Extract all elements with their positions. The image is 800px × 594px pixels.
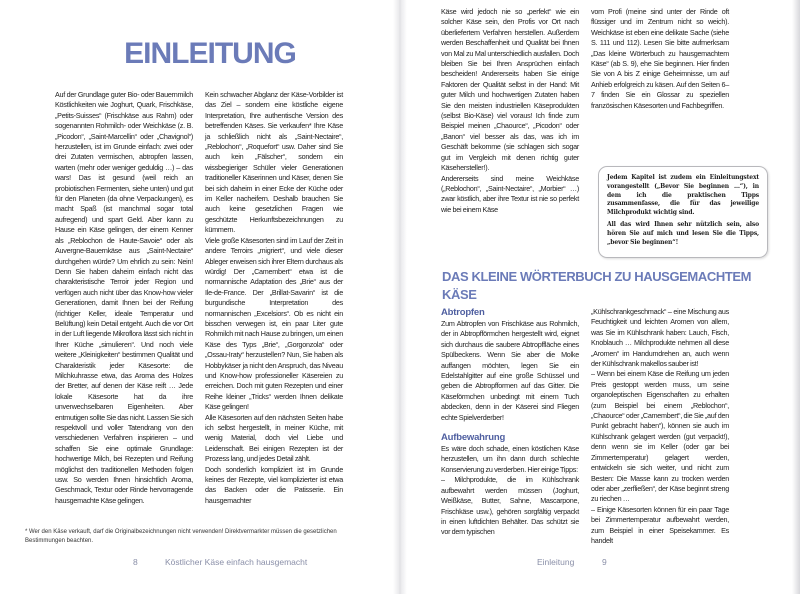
body-paragraph: „Kühlschrankgeschmack“ – eine Mischung aus Feuchtigkeit und leichten Aromen von allem, was Sie im Kühlschrank haben: Lauch, Fisch, Knoblauch … Milchprodukte nehmen all diese „Aromen“ im Handumdrehen an, auch wenn der Kühlschrank makellos sauber ist! bbox=[591, 307, 729, 369]
glossary-term-aufbewahrung: Aufbewahrung bbox=[441, 432, 506, 444]
tip-callout-box bbox=[598, 166, 768, 258]
body-paragraph: – Einige Käsesorten können für ein paar Tage bei Zimmertemperatur aufbewahrt werden, zum Beispiel in einer Speisekammer. Es handelt bbox=[591, 504, 729, 545]
page-number-right: 9 bbox=[602, 557, 607, 567]
callout-paragraph: Jedem Kapitel ist zudem ein Einleitungstext vorangestellt („Bevor Sie beginnen …“), in dem ich die praktischen Tipps zusammenfasse, die für das jeweilige Milchprodukt wichtig sind. bbox=[607, 174, 759, 217]
body-paragraph: – Milchprodukte, die im Kühlschrank aufbewahrt werden müssen (Joghurt, Weißkäse, Butter, Sahne, Mascarpone, Frischkäse usw.), gehören sorgfältig verpackt in einen luftdichten Behälter. Das schützt sie vor dem typischen bbox=[441, 475, 579, 537]
book-spine-shadow bbox=[393, 0, 407, 594]
body-paragraph: vom Profi (meine sind unter der Rinde oft flüssiger und im Zentrum nicht so weich). Weichkäse ist eben eine delikate Sache (siehe S. 111 und 112). Lesen Sie bitte aufmerksam „Das kleine Wörterbuch zu hausgemachtem Käse“ (ab S. 9), ehe Sie beginnen. Hier finden Sie von A bis Z einige Geheimnisse, um auf Anhieb erfolgreich zu käsen. Auf den Seiten 6–7 finden Sie ein Glossar zu speziellen französischen Käsesorten und Fachbegriffen. bbox=[591, 7, 729, 110]
page-number-left: 8 bbox=[133, 557, 138, 567]
body-paragraph: Es wäre doch schade, einen köstlichen Käse herzustellen, um ihn dann durch schlechte Konservierung zu verderben. Hier einige Tipps: bbox=[441, 444, 579, 474]
body-paragraph: Zum Abtropfen von Frischkäse aus Rohmilch, der in Abtropfförmchen hergestellt wird, eignet sich durchaus die saubere Abtropffläche eines Spülbeckens. Wenn Sie aber die Molke auffangen möchten, legen Sie ein Edelstahlgitter auf eine große Schüssel und geben die Abtropfformen auf das Gitter. Die Käseförmchen unbedingt mit einem Tuch abdecken, denn in der Käserei sind Fliegen echte Spielverderber! bbox=[441, 319, 579, 422]
body-paragraph: Auf der Grundlage guter Bio- oder Bauernmilch Köstlichkeiten wie Joghurt, Quark, Frischkäse, „Petits-Suisses“ (Frischkäse aus Rahm) oder sogenannten Rohmilch- oder Weichkäse (z. B. „Picodon“, „Saint-Marcellin“ oder „Chavignol“) herzustellen, ist im Grunde einfach: zwei oder drei Zutaten vermischen, abtropfen lassen, warten (mehr oder weniger geduldig …) – das wars! Das ist gesund (weil reich an probiotischen Fermenten, siehe unten) und gut für den Planeten (da ohne Verpackungen), es macht Spaß (ist manchmal sogar total aufregend) und spart Geld. Aber kann zu Hause ein Käse gelingen, der einem Kenner als „Reblochon de Haute-Savoie“ oder als Auvergne-Bauernkäse aus „Saint-Nectaire“ durchgehen würde? Um ehrlich zu sein: Nein! Denn Sie haben daheim einfach nicht das charakteristische Terroir jeder Region und verfügen auch nicht über das Know-how vieler Generationen, damit Ihnen bei der Reifung (richtiger Keller, ideale Temperatur und Belüftung) kein Detail entgeht. Auch die vor Ort in der Luft liegende Mikroflora lässt sich nicht in Ihrer Küche „simulieren“. Und noch viele weitere „Kleinigkeiten“ bestimmen Qualität und Charakteristik jeder Käsesorte: die Milchkuhrasse etwa, das Aroma des Holzes der Bretter, auf denen der Käse reift … Jede lokale Käsesorte hat da ihre unverwechselbaren Eigenheiten. Aber entmutigen sollte Sie das nicht. Lassen Sie sich respektvoll und voller Tatendrang von den verschiedenen Verfahren inspirieren – und schaffen Sie eine optimale Grundlage: hochwertige Milch, bei Rezepten und Reifung möglichst den traditionellen Methoden folgen usw. So werden Ihnen hinsichtlich Aroma, Geschmack, Textur oder Rinde hervorragende hausgemachte Käse gelingen. bbox=[55, 90, 193, 505]
body-paragraph: – Wenn bei einem Käse die Reifung um jeden Preis gestoppt werden muss, um seine organoleptischen Eigenschaften zu erhalten (zum Beispiel bei einem „Reblochon“, „Chaource“ oder „Camembert“, die Sie „auf den Punkt gebracht haben“), können sie auch im Kühlschrank gelagert werden (gut verpackt!), denn wenn sie im Keller (oder gar bei Zimmertemperatur) gelagert werden, entwickeln sie sich weiter, und nicht zum Besten: Die Masse kann zu trocken werden oder aber „zerfließen“, der Käse beginnt streng zu riechen … bbox=[591, 369, 729, 504]
callout-paragraph: All das wird Ihnen sehr nützlich sein, also hören Sie auf mich und lesen Sie die Tipps, „bevor Sie beginnen“! bbox=[607, 220, 759, 246]
left-column-1 bbox=[55, 90, 193, 506]
glossary-column-1 bbox=[441, 306, 579, 538]
body-paragraph: Käse wird jedoch nie so „perfekt“ wie ein solcher Käse sein, den Profis vor Ort nach überliefertem Verfahren herstellen. Außerdem werden Beschaffenheit und Qualität bei Ihnen von Mal zu Mal unterschiedlich ausfallen. Doch bleiben Sie bei Ihren Ansprüchen einfach bescheiden! Andererseits haben Sie einige Faktoren der Qualität selbst in der Hand: Mit guter Milch und hochwertigen Zutaten haben Sie den meisten industriellen Käseprodukten (selbst Bio-Käse) viel voraus! Ich finde zum Beispiel meinen „Chaource“, „Picodon“ oder „Banon“ viel besser als das, was ich im Geschäft bekomme (sie schlagen sich sogar gut im Vergleich mit denen richtig guter Käsehersteller!). bbox=[441, 7, 579, 173]
chapter-title: EINLEITUNG bbox=[124, 37, 296, 70]
body-paragraph: Alle Käsesorten auf den nächsten Seiten habe ich selbst hergestellt, in meiner Küche, mit wenig Material, doch viel Liebe und Leidenschaft. Bei einigen Rezepten ist der Prozess lang, und jedes Detail zählt. bbox=[205, 412, 343, 464]
glossary-column-2 bbox=[591, 307, 729, 546]
running-footer-section-title: Einleitung bbox=[537, 557, 575, 567]
body-paragraph: Andererseits sind meine Weichkäse („Reblochon“, „Saint-Nectaire“, „Morbier“ …) zwar köstlich, aber ihre Textur ist nie so perfekt wie bei einem Käse bbox=[441, 173, 579, 214]
right-column-2 bbox=[591, 7, 729, 111]
left-column-2 bbox=[205, 90, 343, 506]
glossary-term-abtropfen: Abtropfen bbox=[441, 307, 485, 318]
page-edge-shadow bbox=[792, 0, 800, 594]
body-paragraph: Viele große Käsesorten sind im Lauf der Zeit in andere Terroirs „migriert“, und viele dieser Ableger erweisen sich ihrer Eltern durchaus als würdig! Der „Camembert“ etwa ist die normannische Adaptation des „Brie“ aus der Ile-de-France. Der „Brillat-Savarin“ ist die burgundische Interpretation des normannischen „Excelsiors“. Ob es nicht ein bisschen verwegen ist, ein paar Liter gute Rohmilch mit nach Hause zu bringen, um einen Käse des Typs „Brie“, „Gorgonzola“ oder „Ossau-Iraty“ herzustellen? Nun, Sie haben als Hobbykäser ja nicht den Anspruch, das Niveau und Know-how professioneller Käsereien zu erreichen. Doch mit guten Rezepten und einer Reihe kleiner „Tricks“ werden Ihnen delikate Käse gelingen! bbox=[205, 235, 343, 412]
body-paragraph: Doch sonderlich kompliziert ist im Grunde keines der Rezepte, viel komplizierter ist etwa das Backen oder die Patisserie. Ein hausgemachter bbox=[205, 464, 343, 505]
right-column-1 bbox=[441, 7, 579, 215]
running-footer-book-title: Köstlicher Käse einfach hausgemacht bbox=[165, 557, 308, 567]
right-page bbox=[400, 0, 792, 594]
footnote: * Wer den Käse verkauft, darf die Originalbezeichnungen nicht verwenden! Direktvermarkter müssen die gesetzlichen Bestimmungen beachten. bbox=[25, 529, 337, 544]
section-heading: DAS KLEINE WÖRTERBUCH ZU HAUSGEMACHTEM KÄSE bbox=[442, 269, 752, 302]
body-paragraph: Kein schwacher Abglanz der Käse-Vorbilder ist das Ziel – sondern eine köstliche eigene Interpretation, Ihre authentische Version des betreffenden Käses. Sie verkaufen* Ihre Käse ja schließlich nicht als „Saint-Nectaire“, „Reblochon“, „Roquefort“ usw. Daher sind Sie auch kein „Fälscher“, sondern ein wissbegieriger Schüler vieler Generationen traditioneller Käserinnen und Käser, denen Sie bei sich daheim in einer Ecke der Küche oder im Keller nacheifern. Deshalb brauchen Sie auch keine gesetzlichen Fragen wie geschützte Herkunftsbezeichnungen zu kümmern. bbox=[205, 90, 343, 235]
